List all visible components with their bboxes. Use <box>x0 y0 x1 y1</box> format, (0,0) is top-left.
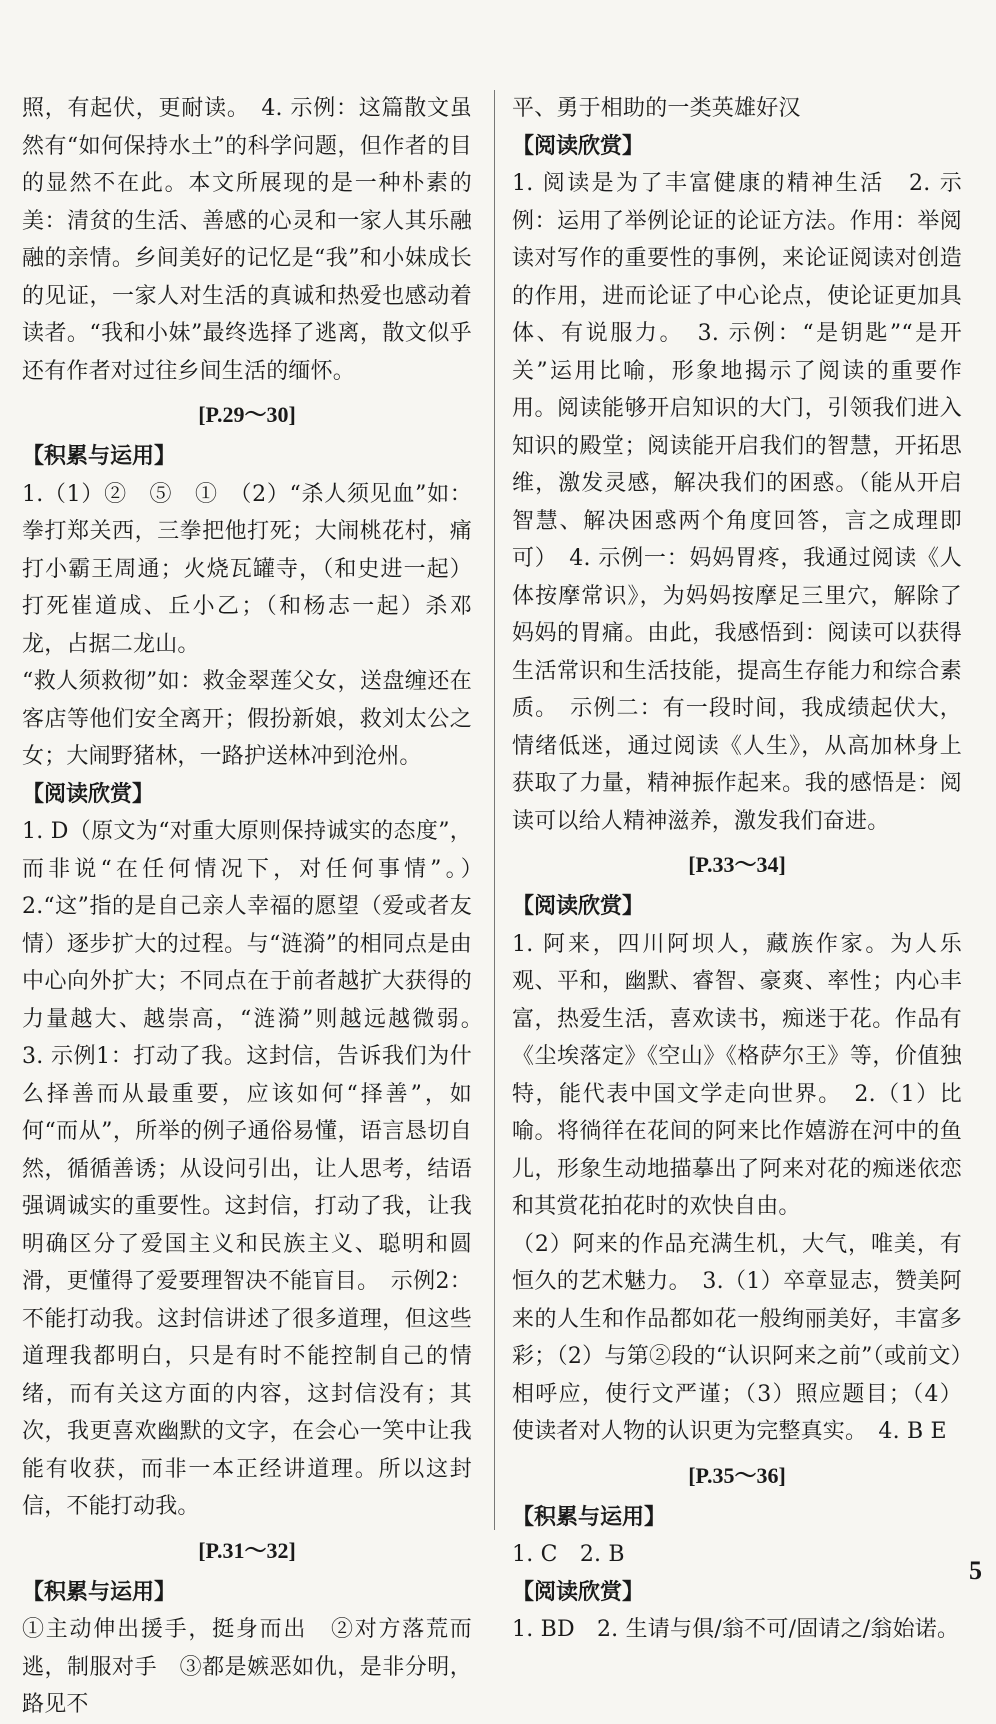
paragraph: ①主动伸出援手，挺身而出 ②对方落荒而逃，制服对手 ③都是嫉恶如仇，是非分明，路见不 <box>22 1617 472 1717</box>
section-heading: 【阅读欣赏】 <box>22 780 155 807</box>
paragraph: “救人须救彻”如：救金翠莲父女，送盘缠还在客店等他们安全离开；假扮新娘，救刘太公之女；大闹野猪林，一路护送林冲到沧州。 <box>22 669 472 769</box>
answer-page <box>22 90 970 1717</box>
paragraph: 1. C 2. B <box>512 1542 625 1567</box>
section-heading: 【积累与运用】 <box>22 1578 177 1605</box>
page-range-heading: [P.35～36] <box>688 1462 786 1488</box>
section-heading: 【阅读欣赏】 <box>512 893 645 919</box>
section-heading: 【阅读欣赏】 <box>512 132 645 159</box>
paragraph: 1. 阅读是为了丰富健康的精神生活 2. 示例：运用了举例论证的论证方法。作用：举阅读对写作的重要性的事例，来论证阅读对创造的作用，进而论证了中心论点，使论证更加具体、有说服力。 3. 示例：“是钥匙”“是开关”运用比喻，形象地揭示了阅读的重要作用。阅读能够开启知识的大门，引领我们进入知识的殿堂；阅读能开启我们的智慧，开拓思维，激发灵感，解决我们的困惑。（能从开启智慧、解决困惑两个角度回答，言之成理即可） 4. 示例一：妈妈胃疼，我通过阅读《人体按摩常识》，为妈妈按摩足三里穴，解除了妈妈的胃痛。由此，我感悟到：阅读可以获得生活常识和生活技能，提高生存能力和综合素质。 示例二：有一段时间，我成绩起伏大，情绪低迷，通过阅读《人生》，从高加林身上获取了力量，精神振作起来。我的感悟是：阅读可以给人精神滋养，激发我们奋进。 <box>512 171 962 834</box>
left-column <box>22 90 495 1724</box>
page-range-heading: [P.31～32] <box>198 1537 296 1563</box>
paragraph: （2）阿来的作品充满生机，大气，唯美，有恒久的艺术魅力。 3.（1）卒章显志，赞美阿来的人生和作品都如花一般绚丽美好，丰富多彩；（2）与第②段的“认识阿来之前”（或前文）相呼应，使行文严谨；（3）照应题目；（4）使读者对人物的认识更为完整真实。 4. B E <box>512 1231 962 1444</box>
page-range-heading: [P.29～30] <box>198 402 296 427</box>
paragraph: 1.（1）② ⑤ ① （2）“杀人须见血”如：拳打郑关西，三拳把他打死；大闹桃花村，痛打小霸王周通；火烧瓦罐寺，（和史进一起）打死崔道成、丘小乙；（和杨志一起）杀邓龙，占据二龙山。 <box>22 481 472 657</box>
section-heading: 【积累与运用】 <box>22 443 177 469</box>
paragraph: 1. 阿来，四川阿坝人，藏族作家。为人乐观、平和，幽默、睿智、豪爽、率性；内心丰富，热爱生活，喜欢读书，痴迷于花。作品有《尘埃落定》《空山》《格萨尔王》等，价值独特，能代表中国文学走向世界。 2.（1）比喻。将徜徉在花间的阿来比作嬉游在河中的鱼儿，形象生动地描摹出了阿来对花的痴迷依恋和其赏花拍花时的欢快自由。 <box>512 931 962 1219</box>
right-column <box>512 90 962 1649</box>
paragraph: 照，有起伏，更耐读。 4. 示例：这篇散文虽然有“如何保持水土”的科学问题，但作者的目的显然不在此。本文所展现的是一种朴素的美：清贫的生活、善感的心灵和一家人其乐融融的亲情。乡间美好的记忆是“我”和小妹成长的见证，一家人对生活的真诚和热爱也感动着读者。“我和小妹”最终选择了逃离，散文似乎还有作者对过往乡间生活的缅怀。 <box>22 96 472 384</box>
column-divider <box>494 90 495 1530</box>
paragraph: 1. BD 2. 生请与俱/翁不可/固请之/翁始诺。 <box>512 1617 960 1642</box>
paragraph: 平、勇于相助的一类英雄好汉 <box>512 96 801 121</box>
paragraph: 1. D（原文为“对重大原则保持诚实的态度”，而非说“在任何情况下，对任何事情”。） 2.“这”指的是自己亲人幸福的愿望（爱或者友情）逐步扩大的过程。与“涟漪”的相同点是由中心向外扩大；不同点在于前者越扩大获得的力量越大、越崇高，“涟漪”则越远越微弱。 3. 示例1：打动了我。这封信，告诉我们为什么择善而从最重要，应该如何“择善”，如何“而从”，所举的例子通俗易懂，语言恳切自然，循循善诱；从设问引出，让人思考，结语强调诚实的重要性。这封信，打动了我，让我明确区分了爱国主义和民族主义、聪明和圆滑，更懂得了爱要理智决不能盲目。 示例2：不能打动我。这封信讲述了很多道理，但这些道理我都明白，只是有时不能控制自己的情绪，而有关这方面的内容，这封信没有；其次，我更喜欢幽默的文字，在会心一笑中让我能有收获，而非一本正经讲道理。所以这封信，不能打动我。 <box>22 819 495 1519</box>
section-heading: 【阅读欣赏】 <box>512 1578 645 1605</box>
page-range-heading: [P.33～34] <box>688 852 786 877</box>
page-number: 5 <box>969 1556 982 1585</box>
section-heading: 【积累与运用】 <box>512 1503 667 1530</box>
